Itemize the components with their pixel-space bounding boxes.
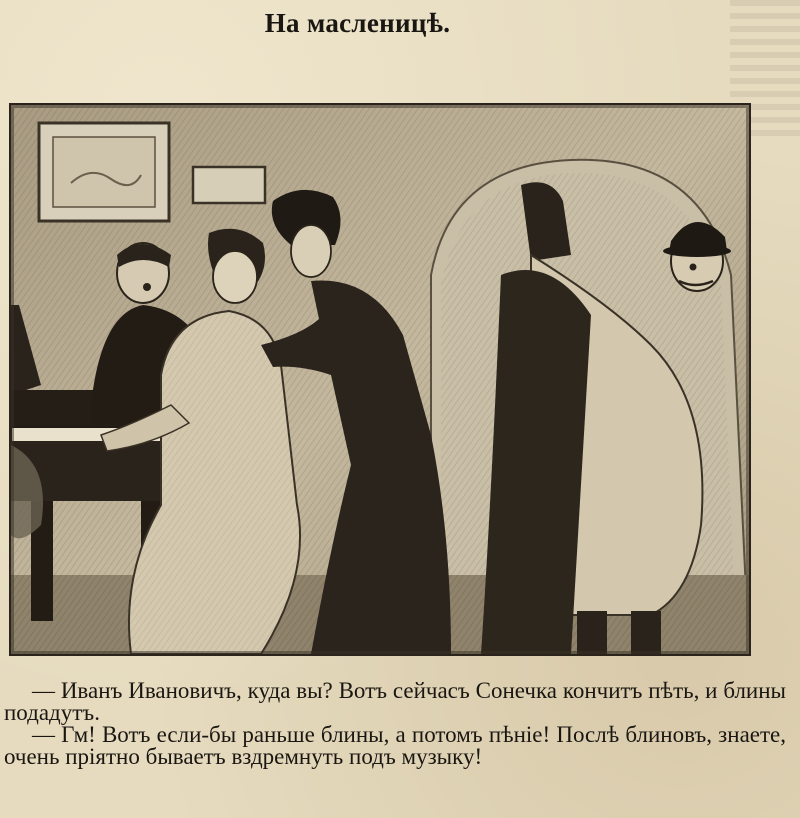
- wall-picture-large: [39, 123, 169, 221]
- wall-picture-small: [193, 167, 265, 203]
- page-title: На масленицѣ.: [264, 8, 451, 38]
- caption: [4, 680, 786, 768]
- caption-line-2: — Гм! Вотъ если-бы раньше блины, а потомъ пѣніе! Послѣ блиновъ, знаете, очень пріятно бываетъ вздремнуть подъ музыку!: [4, 722, 786, 769]
- caption-line-1: — Иванъ Ивановичъ, куда вы? Вотъ сейчасъ Сонечка кончитъ пѣть, и блины подадутъ.: [4, 678, 786, 725]
- illustration-drawing: [11, 105, 749, 654]
- illustration: [9, 103, 751, 656]
